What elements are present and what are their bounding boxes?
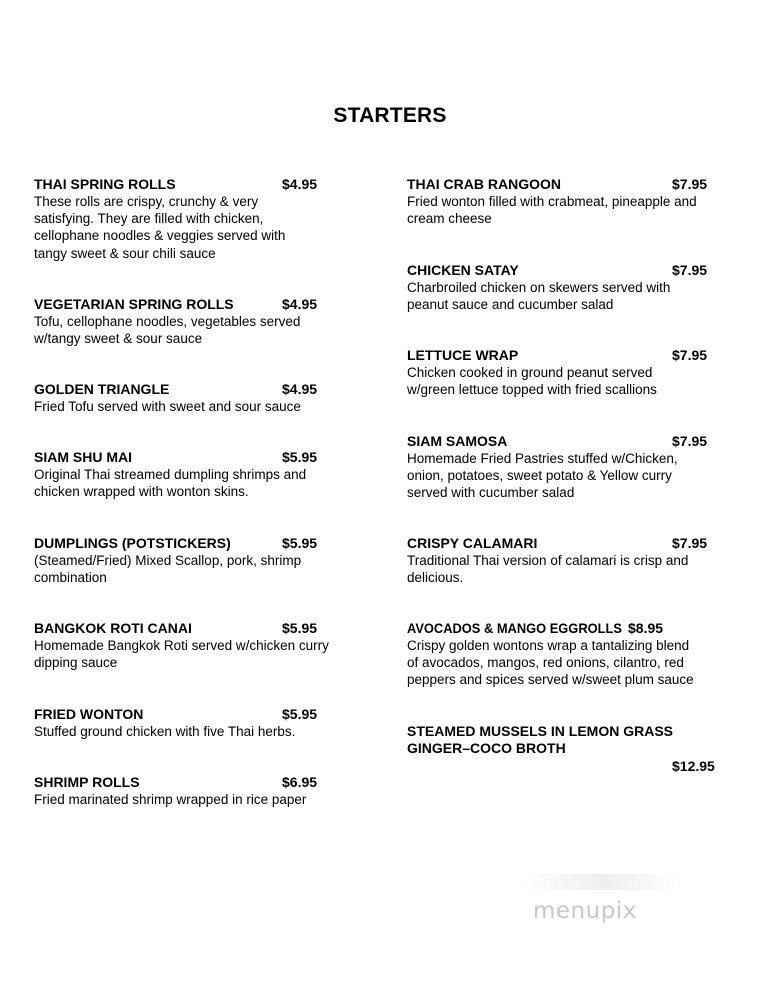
menu-item xyxy=(34,176,334,262)
menu-item xyxy=(34,381,334,415)
item-description: Fried marinated shrimp wrapped in rice paper xyxy=(34,792,307,807)
menu-item xyxy=(34,449,334,500)
menu-item xyxy=(407,347,729,398)
menu-item xyxy=(407,176,729,227)
item-description: Tofu, cellophane noodles, vegetables served w/tangy sweet & sour sauce xyxy=(34,314,301,347)
item-price: $5.95 xyxy=(282,706,318,722)
item-name: STEAMED MUSSELS IN LEMON GRASS xyxy=(407,723,674,739)
item-description: Homemade Bangkok Roti served w/chicken curry dipping sauce xyxy=(34,638,329,671)
item-name: THAI SPRING ROLLS xyxy=(34,176,176,192)
item-name: VEGETARIAN SPRING ROLLS xyxy=(34,296,234,312)
item-price: $7.95 xyxy=(672,535,708,551)
item-name: LETTUCE WRAP xyxy=(407,347,519,363)
item-price: $6.95 xyxy=(282,774,318,790)
item-price: $4.95 xyxy=(282,296,318,312)
item-description: Original Thai streamed dumpling shrimps and chicken wrapped with wonton skins. xyxy=(34,467,307,500)
item-price: $5.95 xyxy=(282,449,318,465)
item-price: $4.95 xyxy=(282,176,318,192)
watermark-smudge xyxy=(522,874,682,890)
item-price: $4.95 xyxy=(282,381,318,397)
menupix-watermark: menupix xyxy=(533,898,637,924)
item-price: $7.95 xyxy=(672,347,708,363)
item-name: DUMPLINGS (POTSTICKERS) xyxy=(34,535,231,551)
item-description: Homemade Fried Pastries stuffed w/Chicken, onion, potatoes, sweet potato & Yellow curry served with cucumber salad xyxy=(407,451,678,501)
item-price: $7.95 xyxy=(672,262,708,278)
item-price: $7.95 xyxy=(672,433,708,449)
menu-item xyxy=(407,433,729,502)
menu-item xyxy=(407,535,729,586)
item-description: These rolls are crispy, crunchy & very satisfying. They are filled with chicken, cellophane noodles & veggies served with tangy sweet & sour chili sauce xyxy=(34,194,286,261)
item-name: BANGKOK ROTI CANAI xyxy=(34,620,192,636)
item-price: $8.95 xyxy=(628,620,664,636)
page-title: STARTERS xyxy=(333,104,447,127)
item-description: Crispy golden wontons wrap a tantalizing blend of avocados, mangos, red onions, cilantro, red peppers and spices served w/sweet plum sauce xyxy=(407,638,694,688)
item-description: Fried wonton filled with crabmeat, pineapple and cream cheese xyxy=(407,194,697,227)
item-name: SHRIMP ROLLS xyxy=(34,774,140,790)
menu-item xyxy=(407,262,729,313)
item-description: Fried Tofu served with sweet and sour sauce xyxy=(34,399,301,414)
item-description: Charbroiled chicken on skewers served with peanut sauce and cucumber salad xyxy=(407,280,671,313)
menu-item xyxy=(34,620,334,671)
item-price: $12.95 xyxy=(672,758,715,774)
menu-item xyxy=(407,620,729,689)
item-name: AVOCADOS & MANGO EGGROLLS xyxy=(407,620,622,636)
item-name: GOLDEN TRIANGLE xyxy=(34,381,170,397)
menu-item xyxy=(34,706,334,740)
item-price: $5.95 xyxy=(282,620,318,636)
item-description: Chicken cooked in ground peanut served w/green lettuce topped with fried scallions xyxy=(407,365,657,398)
menu-item xyxy=(34,535,334,586)
item-description: Traditional Thai version of calamari is crisp and delicious. xyxy=(407,553,689,586)
item-name: FRIED WONTON xyxy=(34,706,144,722)
item-price: $5.95 xyxy=(282,535,318,551)
item-name: SIAM SHU MAI xyxy=(34,449,132,465)
item-description: (Steamed/Fried) Mixed Scallop, pork, shrimp combination xyxy=(34,553,302,586)
menu-item xyxy=(407,723,729,775)
item-name: THAI CRAB RANGOON xyxy=(407,176,561,192)
item-name: SIAM SAMOSA xyxy=(407,433,508,449)
item-name: CHICKEN SATAY xyxy=(407,262,519,278)
menu-item xyxy=(34,774,334,808)
menu-item xyxy=(34,296,334,347)
item-price: $7.95 xyxy=(672,176,708,192)
item-description: Stuffed ground chicken with five Thai herbs. xyxy=(34,724,296,739)
item-name: CRISPY CALAMARI xyxy=(407,535,538,551)
item-name-continued: GINGER–COCO BROTH xyxy=(407,740,566,756)
